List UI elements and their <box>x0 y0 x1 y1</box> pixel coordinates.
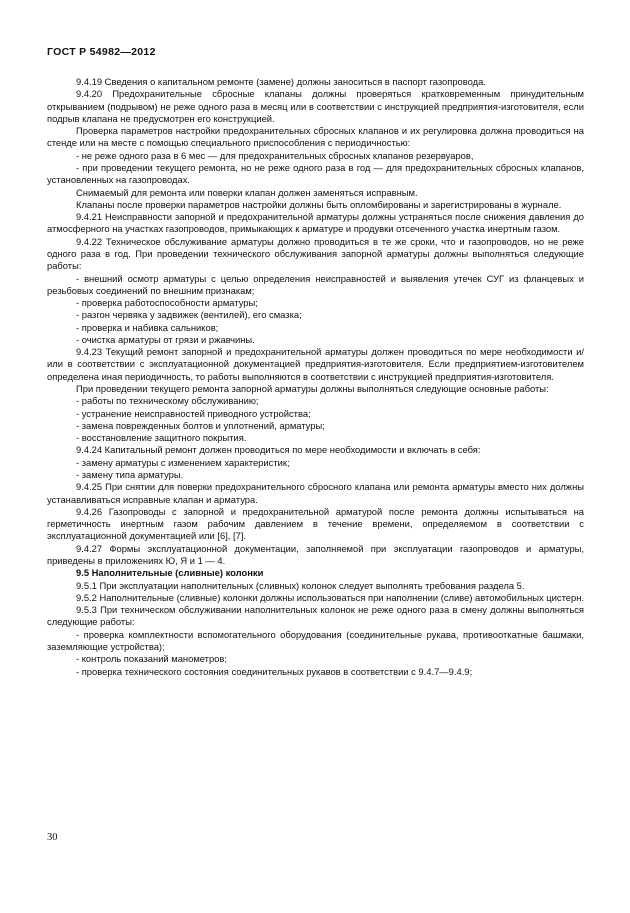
list-item: - контроль показаний манометров; <box>76 653 227 665</box>
list-item: - замену типа арматуры. <box>76 469 184 480</box>
list-item: - работы по техническому обслуживанию; <box>76 395 259 407</box>
page-number: 30 <box>47 832 58 843</box>
paragraph: 9.4.21 Неисправности запорной и предохранительной арматуры должны устраняться после снижения давления до атмосферного на участках газопроводов, примыкающих к арматуре и продувки отсеченного участка инертным газом. <box>47 211 584 235</box>
list-item: - не реже одного раза в 6 мес — для предохранительных сбросных клапанов резервуаров, <box>76 149 474 161</box>
paragraph: 9.4.22 Техническое обслуживание арматуры должно проводиться в те же сроки, что и газопроводов, но не реже одного раза в год. При проведении технического обслуживания запорной арматуры должны выполняться следующие работы: <box>47 235 584 272</box>
standard-header: ГОСТ Р 54982—2012 <box>47 46 156 58</box>
paragraph: Снимаемый для ремонта или поверки клапан должен заменяться исправным. <box>76 186 418 198</box>
paragraph: 9.4.27 Формы эксплуатационной документации, заполняемой при эксплуатации газопроводов и арматуры, приведены в приложениях Ю, Я и 1 — 4. <box>47 542 584 566</box>
list-item: - очистка арматуры от грязи и ржавчины. <box>76 333 255 345</box>
list-item: - разгон червяка у задвижек (вентилей), его смазка; <box>76 309 302 321</box>
list-item: - устранение неисправностей приводного устройства; <box>76 407 311 419</box>
section-heading: 9.5 Наполнительные (сливные) колонки <box>76 567 264 579</box>
paragraph: 9.4.24 Капитальный ремонт должен проводиться по мере необходимости и включать в себя: <box>76 444 481 456</box>
list-item: - проверка комплектности вспомогательного оборудования (соединительные рукава, противооткатные башмаки, заземляющие устройства); <box>47 628 584 652</box>
paragraph: 9.5.1 При эксплуатации наполнительных (сливных) колонок следует выполнять требования раздела 5. <box>76 579 525 591</box>
list-item: - проверка и набивка сальников; <box>76 321 219 333</box>
paragraph: 9.4.20 Предохранительные сбросные клапаны должны проверяться кратковременным принудительным открыванием (подрывом) не реже одного раза в месяц или в соответствии с инструкцией предприятия-изготовителя, если подрыв клапана не предусмотрен его конструкцией. <box>47 88 584 124</box>
paragraph: 9.5.2 Наполнительные (сливные) колонки должны использоваться при наполнении (сливе) автомобильных цистерн. <box>76 591 584 603</box>
paragraph: 9.4.19 Сведения о капитальном ремонте (замене) должны заноситься в паспорт газопровода. <box>76 76 486 87</box>
list-item: - замену арматуры с изменением характеристик; <box>76 456 290 468</box>
list-item: - проверка технического состояния соединительных рукавов в соответствии с 9.4.7—9.4.9; <box>76 665 473 677</box>
paragraph: 9.4.26 Газопроводы с запорной и предохранительной арматурой после ремонта должны испытываться на герметичность инертным газом рабочим давлением в течение времени, определяемом в соответствии с эксплуатационной документацией или [6], [7]. <box>47 505 584 542</box>
paragraph: Клапаны после проверки параметров настройки должны быть опломбированы и зарегистрированы в журнале. <box>76 198 562 210</box>
paragraph: При проведении текущего ремонта запорной арматуры должны выполняться следующие основные работы: <box>76 383 549 395</box>
list-item: - восстановление защитного покрытия. <box>76 432 247 444</box>
list-item: - внешний осмотр арматуры с целью определения неисправностей и выявления утечек СУГ из фланцевых и резьбовых соединений по внешним признакам; <box>47 272 584 296</box>
paragraph: 9.4.25 При снятии для поверки предохранительного сбросного клапана или ремонта арматуры вместо них должны устанавливаться исправные клапан и арматура. <box>47 481 584 505</box>
list-item: - замена поврежденных болтов и уплотнений, арматуры; <box>76 419 325 431</box>
list-item: - при проведении текущего ремонта, но не реже одного раза в год — для предохранительных сбросных клапанов, установленных на газопроводах. <box>47 161 584 186</box>
list-item: - проверка работоспособности арматуры; <box>76 297 258 309</box>
paragraph: 9.5.3 При техническом обслуживании наполнительных колонок не реже одного раза в смену должны выполняться следующие работы: <box>47 604 584 628</box>
paragraph: 9.4.23 Текущий ремонт запорной и предохранительной арматуры должен проводиться по мере необходимости и/или в соответствии с эксплуатационной документацией предприятия-изготовителя. Если предприятием-изготовителем определена иная периодичность, то работы выполняются в соответствии с инструкцией предприятия-изготовителя. <box>47 346 584 382</box>
body-text <box>47 76 584 678</box>
paragraph: Проверка параметров настройки предохранительных сбросных клапанов и их регулировка должна проводиться на стенде или на месте с помощью специального приспособления с периодичностью: <box>47 125 584 149</box>
